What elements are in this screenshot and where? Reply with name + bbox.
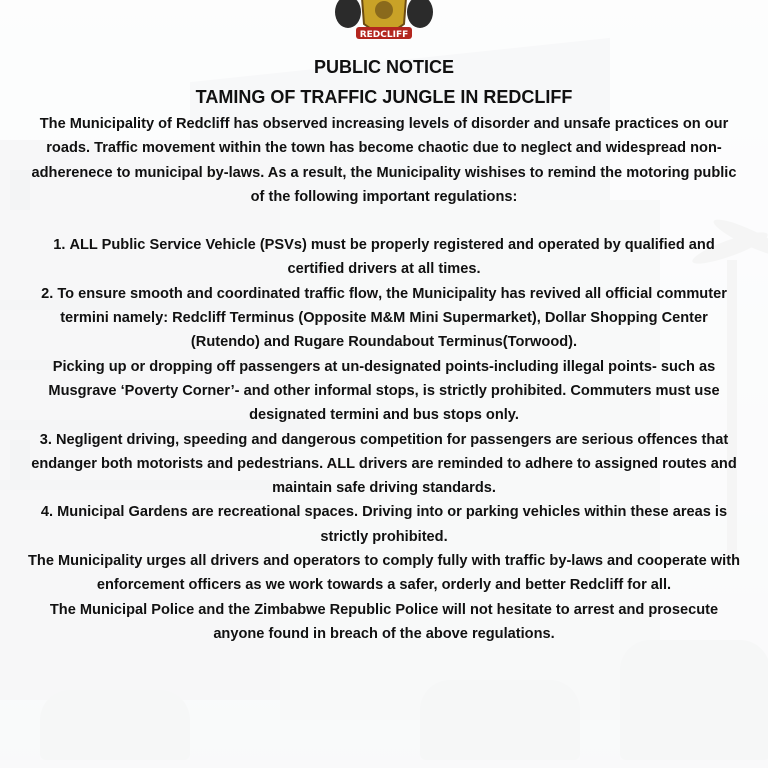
intro-bold: Municipality of Redcliff bbox=[69, 116, 230, 132]
spacer bbox=[28, 209, 740, 233]
warning-paragraph: The Municipal Police and the Zimbabwe Republic Police will not hesitate to arrest and prosecute anyone found in breach of the above regulations. bbox=[49, 601, 719, 642]
regulation-text: 1. bbox=[53, 237, 70, 254]
regulation-text: (PSVs) must be properly registered and operated by qualified and certified drivers at all times. bbox=[255, 237, 715, 278]
intro-paragraph bbox=[28, 112, 740, 209]
intro-text: The bbox=[39, 116, 70, 132]
regulation-2-note: Picking up or dropping off passengers at un-designated points-including illegal points- such as Musgrave ‘Poverty Corner’- and other informal stops, is strictly prohibited. Commuters must use designated termini and bus stops only. bbox=[48, 358, 720, 424]
regulation-text: 4. bbox=[40, 504, 58, 521]
regulation-bold: coordinated traffic flow bbox=[216, 285, 379, 302]
closing-paragraph: The Municipality urges all drivers and operators to comply fully with traffic by-laws and cooperate with enforcement officers as we work towards a safer, orderly and better Redcliff for all. bbox=[28, 553, 740, 594]
intro-text: has observed increasing levels of disorder and unsafe practices on our roads. Traffic movement within the town has become chaotic due to neglect and widespread non-adherenece to municipal by-laws. As a result, the Municipality wishises to remind the motoring public of the following important regulations: bbox=[31, 116, 737, 205]
notice-title: PUBLIC NOTICE bbox=[313, 57, 454, 77]
regulation-bold: ALL Public Service Vehicle bbox=[69, 237, 256, 254]
regulation-text: 2. To ensure smooth and bbox=[41, 285, 217, 302]
notice-subtitle: TAMING OF TRAFFIC JUNGLE IN REDCLIFF bbox=[195, 87, 573, 107]
logo-banner-text: REDCLIFF bbox=[359, 30, 409, 40]
regulation-text: 3. bbox=[39, 431, 56, 448]
regulation-bold: Negligent driving bbox=[55, 431, 176, 448]
regulation-4 bbox=[28, 500, 740, 549]
regulation-3 bbox=[28, 428, 740, 501]
regulation-text: , the Municipality has revived all official commuter termini namely: Redcliff Terminus (Opposite M&M Mini Supermarket), Dollar Shopping Center (Rutendo) and Rugare Roundabout Terminus(Torwood). bbox=[60, 285, 727, 351]
regulation-2 bbox=[28, 282, 740, 355]
regulation-text: are recreational spaces. Driving into or parking vehicles within these areas is strictly prohibited. bbox=[187, 504, 728, 545]
regulation-1 bbox=[28, 233, 740, 282]
coat-of-arms-icon bbox=[332, 0, 436, 44]
regulation-bold: Municipal Gardens bbox=[57, 504, 188, 521]
coat-of-arms-logo bbox=[332, 0, 436, 44]
public-notice bbox=[28, 52, 740, 646]
regulation-text: , speeding and dangerous competition for passengers are serious offences that endanger both motorists and pedestrians. ALL drivers are reminded to adhere to assigned routes and maintain safe driving standards. bbox=[31, 431, 737, 497]
